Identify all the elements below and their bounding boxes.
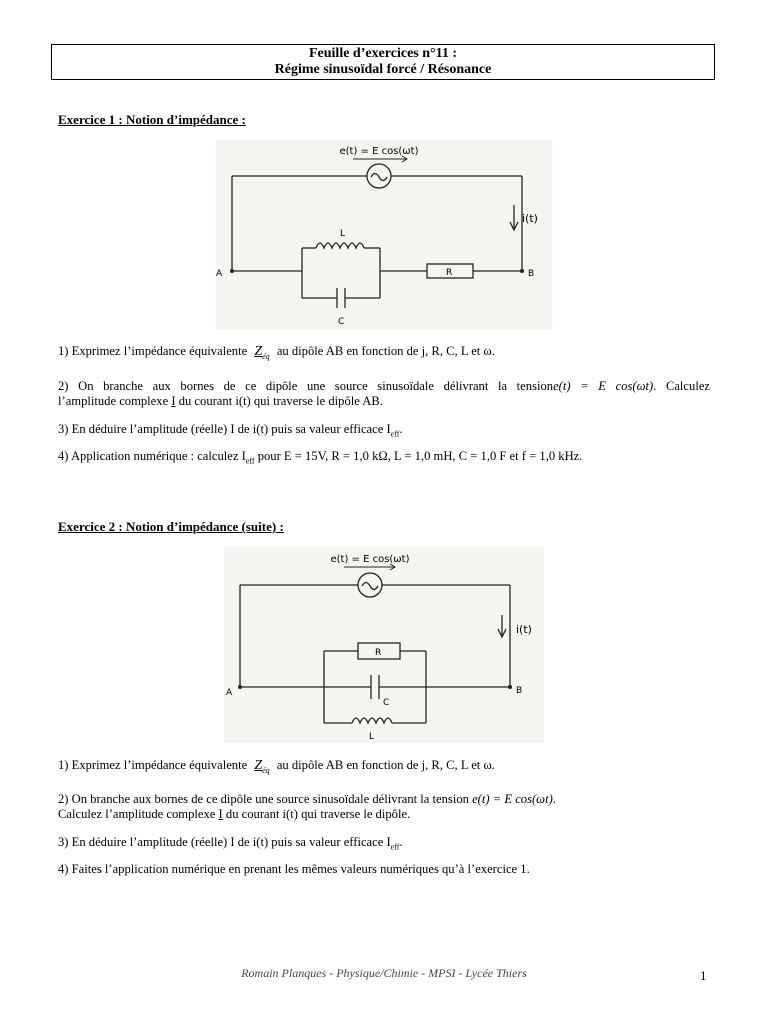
- node-b-label: B: [516, 686, 523, 696]
- ex1-question-2: 2) On branche aux bornes de ce dipôle une source sinusoïdale délivrant la tensione(t) = E cos(ωt). Calculez l’amplitude complexe I du courant i(t) qui traverse le dipôle AB.: [58, 379, 710, 408]
- node-a-label: A: [216, 269, 223, 279]
- current-label: i(t): [516, 623, 532, 636]
- capacitor-label: C: [338, 317, 345, 327]
- exercise-2-circuit-figure: [224, 547, 544, 743]
- capacitor-label: C: [383, 698, 390, 708]
- inductor-label: L: [369, 732, 375, 742]
- circuit-1-diagram: [216, 140, 552, 330]
- node-a-label: A: [226, 688, 233, 698]
- inductor-label: L: [340, 229, 346, 239]
- sheet-subtitle: Régime sinusoïdal forcé / Résonance: [274, 62, 492, 77]
- inductor-symbol: [352, 718, 392, 723]
- page-footer: Romain Planques - Physique/Chimie - MPSI - Lycée Thiers: [241, 966, 527, 980]
- inductor-symbol: [316, 243, 364, 248]
- page-number: 1: [700, 968, 707, 983]
- ex1-question-1: 1) Exprimez l’impédance équivalente $Z_{éq}$ au dipôle AB en fonction de j, R, C, L et ω.: [58, 344, 495, 361]
- exercise-1-title: Exercice 1 : Notion d’impédance :: [58, 112, 246, 127]
- ex1-question-4: 4) Application numérique : calculez $I_{eff}$ pour E = 15V, R = 1,0 kΩ, L = 1,0 mH, C = 1,0 F et f = 1,0 kHz.: [58, 449, 583, 466]
- source-label: e(t) = E cos(ωt): [330, 554, 410, 565]
- ex1-question-3: 3) En déduire l’amplitude (réelle) I de i(t) puis sa valeur efficace $I_{eff}$.: [58, 422, 403, 439]
- ex2-question-4: 4) Faites l’application numérique en prenant les mêmes valeurs numériques qu’à l’exercice 1.: [58, 862, 530, 876]
- sheet-title: Feuille d’exercices n°11 :: [308, 46, 458, 61]
- node-b-label: B: [528, 269, 535, 279]
- ex2-question-3: 3) En déduire l’amplitude (réelle) I de i(t) puis sa valeur efficace $I_{eff}$.: [58, 835, 403, 852]
- current-label: i(t): [522, 212, 538, 225]
- impedance-symbol: $Z_{éq}$: [254, 758, 270, 775]
- ex2-question-1: 1) Exprimez l’impédance équivalente $Z_{éq}$ au dipôle AB en fonction de j, R, C, L et ω.: [58, 758, 495, 775]
- resistor-label: R: [375, 648, 382, 658]
- resistor-label: R: [446, 268, 453, 278]
- ex2-question-2: 2) On branche aux bornes de ce dipôle une source sinusoïdale délivrant la tension e(t) = E cos(ωt). Calculez l’amplitude complexe I du courant i(t) qui traverse le dipôle.: [58, 792, 556, 821]
- exercise-2-title: Exercice 2 : Notion d’impédance (suite) :: [58, 519, 284, 534]
- impedance-symbol: $Z_{éq}$: [254, 344, 270, 361]
- circuit-2-diagram: [224, 547, 544, 743]
- title-box: [51, 44, 715, 80]
- source-label: e(t) = E cos(ωt): [339, 146, 419, 157]
- exercise-1-circuit-figure: [216, 140, 552, 330]
